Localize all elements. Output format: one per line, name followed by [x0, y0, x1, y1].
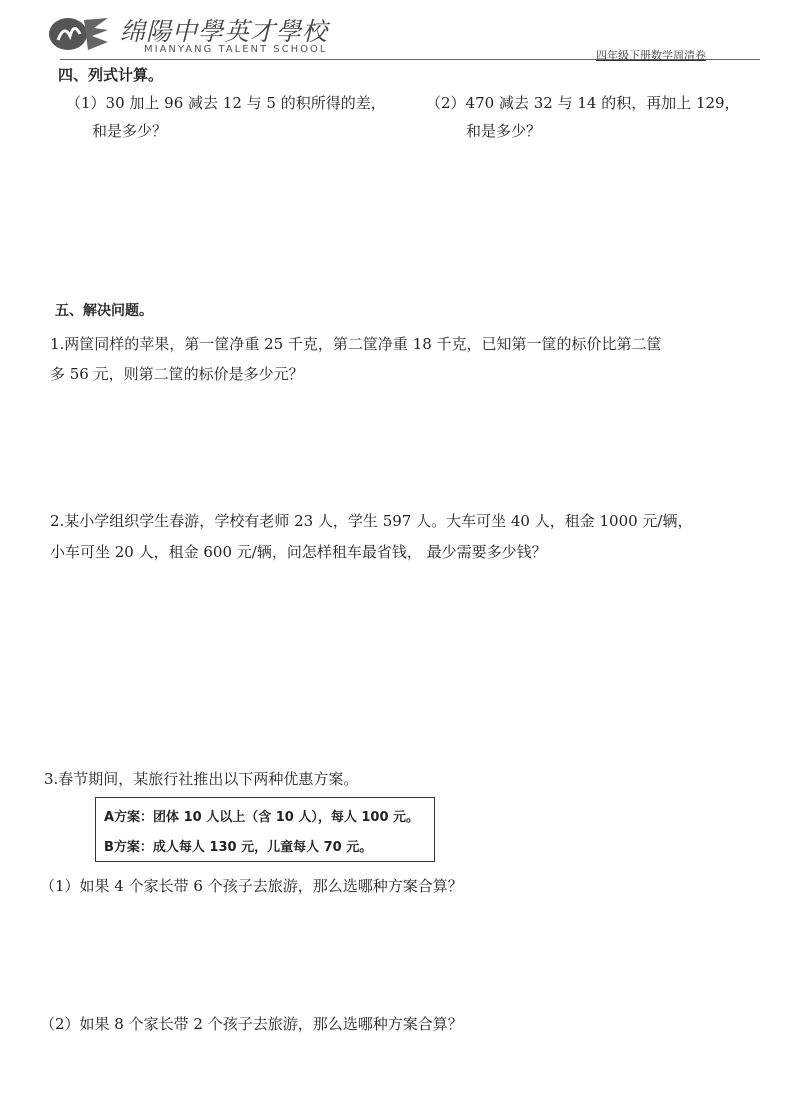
problem-1-line2: 多 56 元，则第二筐的标价是多少元？ — [50, 365, 304, 383]
q2-line2: 和是多少？ — [466, 122, 542, 140]
q2-line1: （2）470 减去 32 与 14 的积，再加上 129， — [426, 94, 740, 112]
q1-line1: （1）30 加上 96 减去 12 与 5 的积所得的差， — [66, 94, 386, 112]
problem-3-q1: （1）如果 4 个家长带 6 个孩子去旅游，那么选哪种方案合算？ — [40, 877, 463, 895]
plan-b: B方案：成人每人 130 元，儿童每人 70 元。 — [104, 840, 373, 855]
paper-subtitle: 四年级下册数学周清卷 — [596, 49, 706, 62]
problem-2-line1: 2.某小学组织学生春游，学校有老师 23 人，学生 597 人。大车可坐 40 人，租金 1000 元/辆， — [50, 512, 693, 530]
problem-2-line2: 小车可坐 20 人，租金 600 元/辆，问怎样租车最省钱， 最少需要多少钱？ — [50, 543, 547, 561]
discount-plans-box — [95, 797, 435, 862]
problem-3-q2: （2）如果 8 个家长带 2 个孩子去旅游，那么选哪种方案合算？ — [40, 1015, 463, 1033]
school-emblem-icon — [48, 16, 110, 52]
school-logo — [48, 12, 329, 58]
problem-3-intro: 3.春节期间，某旅行社推出以下两种优惠方案。 — [44, 770, 359, 788]
logo-english-name: MIANYANG TALENT SCHOOL — [144, 44, 328, 55]
logo-chinese-name: 绵陽中學英才學校 — [120, 17, 329, 46]
problem-1-line1: 1.两筐同样的苹果，第一筐净重 25 千克，第二筐净重 18 千克，已知第一筐的标价比第二筐 — [50, 335, 662, 353]
plan-a: A方案：团体 10 人以上（含 10 人），每人 100 元。 — [104, 810, 420, 825]
section-5-title: 五、解决问题。 — [55, 303, 153, 319]
q1-line2: 和是多少？ — [92, 122, 168, 140]
section-4-title: 四、列式计算。 — [58, 66, 164, 84]
